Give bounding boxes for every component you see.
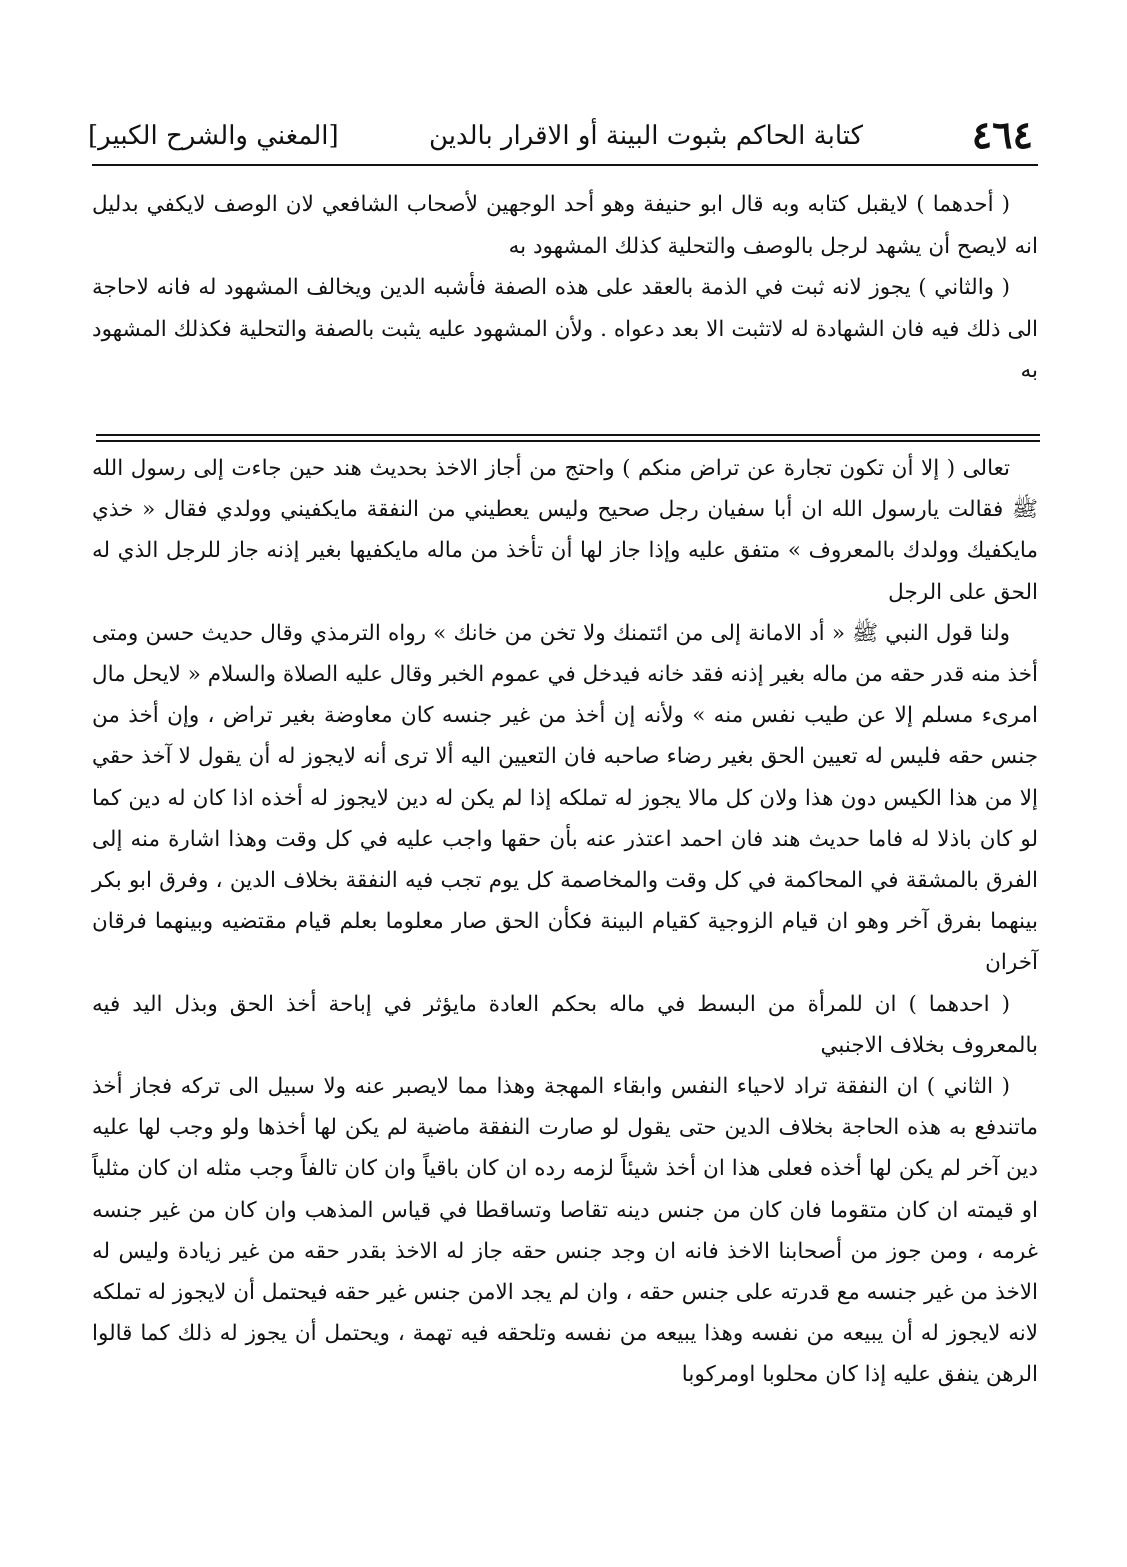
- page-number: ٤٦٤: [971, 112, 1033, 157]
- sharh-paragraph: ولنا قول النبي ﷺ « أد الامانة إلى من ائتمنك ولا تخن من خانك » رواه الترمذي وقال حديث حسن ومتى أخذ منه قدر حقه من ماله بغير إذنه فقد خانه فيدخل في عموم الخبر وقال عليه الصلاة والسلام « لايحل مال امرىء مسلم إلا عن طيب نفس منه » ولأنه إن أخذ من غير جنسه كان معاوضة بغير تراض ، وإن أخذ من جنس حقه فليس له تعيين الحق بغير رضاء صاحبه فان التعيين اليه ألا ترى أنه لايجوز له أن يقول لا آخذ حقي إلا من هذا الكيس دون هذا ولان كل مالا يجوز له تملكه إذا لم يكن له دين لايجوز له أخذه اذا كان له دين كما لو كان باذلا له فاما حديث هند فان احمد اعتذر عنه بأن حقها واجب عليه في كل وقت وهذا اشارة منه إلى الفرق بالمشقة في المحاكمة في كل وقت والمخاصمة كل يوم تجب فيه النفقة بخلاف الدين ، وفرق ابو بكر بينهما بفرق آخر وهو ان قيام الزوجية كقيام البينة فكأن الحق صار معلوما بعلم قيام مقتضيه وبينهما فرقان آخران: [92, 620, 1038, 976]
- header-rule: [92, 164, 1038, 166]
- page-header: [88, 108, 1033, 164]
- sharh-paragraph: ( احدهما ) ان للمرأة من البسط في ماله بحكم العادة مايؤثر في إباحة أخذ الحق وبذل اليد فيه بالمعروف بخلاف الاجنبي: [92, 991, 1038, 1058]
- matn-paragraph: ( أحدهما ) لايقبل كتابه وبه قال ابو حنيفة وهو أحد الوجهين لأصحاب الشافعي لان الوصف لايكفي بدليل انه لايصح أن يشهد لرجل بالوصف والتحلية كذلك المشهود به: [92, 192, 1038, 259]
- matn-paragraph: ( والثاني ) يجوز لانه ثبت في الذمة بالعقد على هذه الصفة فأشبه الدين ويخالف المشهود له فانه لاحاجة الى ذلك فيه فان الشهادة له لاتثبت الا بعد دعواه . ولأن المشهود عليه يثبت بالصفة والتحلية فكذلك المشهود به: [92, 275, 1038, 383]
- sharh-paragraph: ( الثاني ) ان النفقة تراد لاحياء النفس وابقاء المهجة وهذا مما لايصبر عنه ولا سبيل الى تركه فجاز أخذ ماتندفع به هذه الحاجة بخلاف الدين حتى يقول لو صارت النفقة ماضية لم يكن لها أخذها ولو وجب لها عليه دين آخر لم يكن لها أخذه فعلى هذا ان أخذ شيئاً لزمه رده ان كان باقياً وان كان تالفاً وجب مثله ان كان مثلياً او قيمته ان كان متقوما فان كان من جنس دينه تقاصا وتساقطا في قياس المذهب وان كان من غير جنسه غرمه ، ومن جوز من أصحابنا الاخذ فانه ان وجد جنس حقه جاز له الاخذ بقدر حقه من غير زيادة وليس له الاخذ من غير جنسه مع قدرته على جنس حقه ، وان لم يجد الامن جنس غير حقه فيحتمل أن لايجوز له تملكه لانه لايجوز له أن يبيعه من نفسه وهذا يبيعه من نفسه وتلحقه فيه تهمة ، ويحتمل أن يجوز له ذلك كما قالوا الرهن ينفق عليه إذا كان محلوبا اومركوبا: [92, 1074, 1038, 1388]
- section-divider: [96, 434, 1040, 442]
- matn-section: [92, 184, 1038, 392]
- sharh-section: [92, 448, 1038, 1396]
- chapter-title: كتابة الحاكم بثبوت البينة أو الاقرار بالدين: [428, 121, 863, 151]
- sharh-paragraph: تعالى ( إلا أن تكون تجارة عن تراض منكم ) واحتج من أجاز الاخذ بحديث هند حين جاءت إلى رسول الله ﷺ فقالت يارسول الله ان أبا سفيان رجل صحيح وليس يعطيني من النفقة مايكفيني وولدي فقال « خذي مايكفيك وولدك بالمعروف » متفق عليه وإذا جاز لها أن تأخذ من ماله مايكفيها بغير إذنه جاز للرجل الذي له الحق على الرجل: [92, 456, 1038, 605]
- book-title: [المغني والشرح الكبير]: [88, 121, 339, 151]
